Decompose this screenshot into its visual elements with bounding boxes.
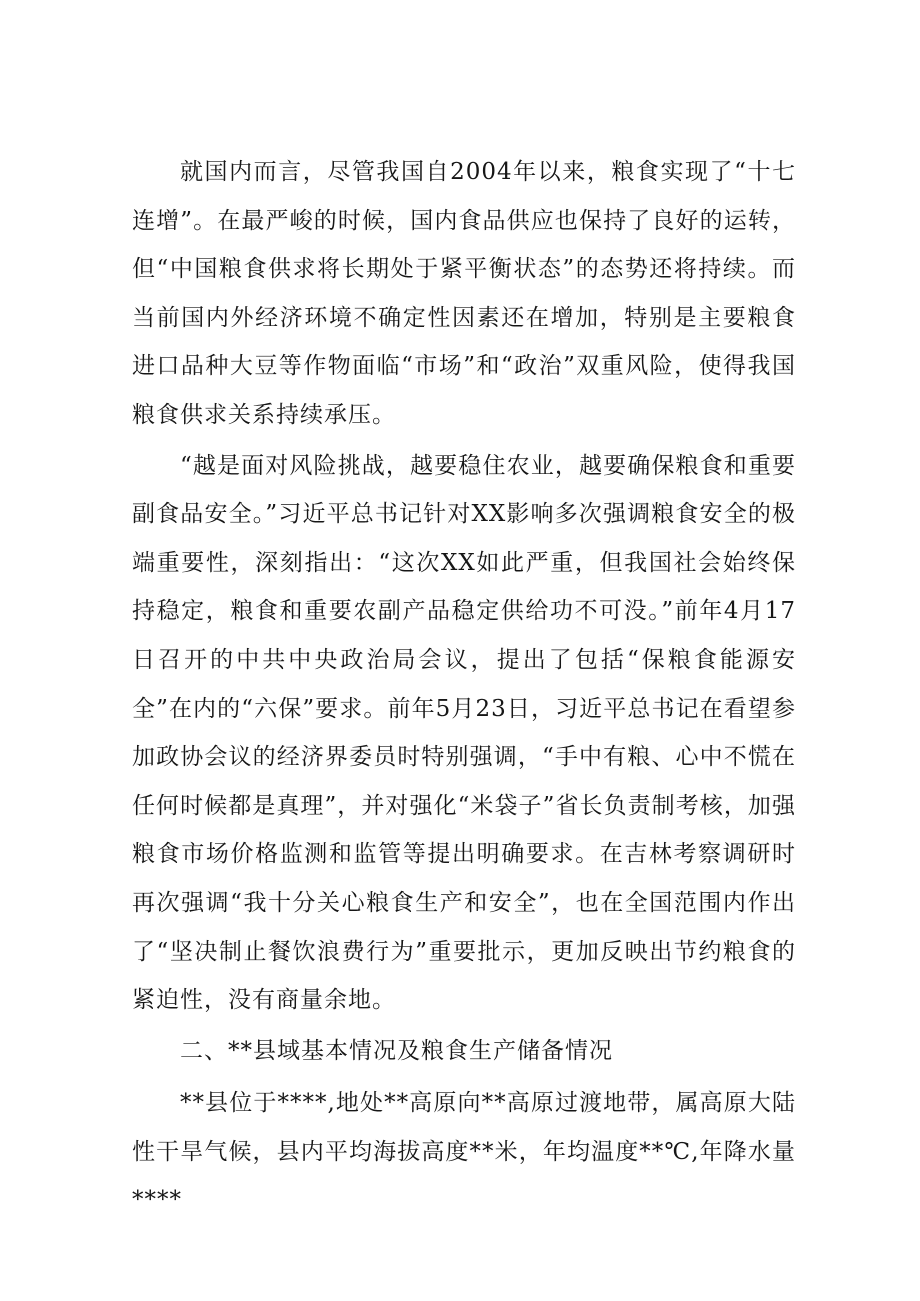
section-heading-county-overview: 二、**县域基本情况及粮食生产储备情况: [180, 1037, 613, 1064]
paragraph-food-security-remarks: “越是面对风险挑战，越要稳住农业，越要确保粮食和重要副食品安全。”习近平总书记针对XX影响多次强调粮食安全的极端重要性，深刻指出：“这次XX如此严重，但我国社会始终保持稳定，粮食和重要农副产品稳定供给功不可没。”前年4月17日召开的中共中央政治局会议，提出了包括“保粮食能源安全”在内的“六保”要求。前年5月23日，习近平总书记在看望参加政协会议的经济界委员时特别强调，“手中有粮、心中不慌在任何时候都是真理”，并对强化“米袋子”省长负责制考核，加强粮食市场价格监测和监管等提出明确要求。在吉林考察调研时再次强调“我十分关心粮食生产和安全”，也在全国范围内作出了“坚决制止餐饮浪费行为”重要批示，更加反映出节约粮食的紧迫性，没有商量余地。: [132, 452, 796, 1014]
paragraph-domestic-food-situation: 就国内而言，尽管我国自2004年以来，粮食实现了“十七连增”。在最严峻的时候，国内食品供应也保持了良好的运转，但“中国粮食供求将长期处于紧平衡状态”的态势还将持续。而当前国内外经济环境不确定性因素还在增加，特别是主要粮食进口品种大豆等作物面临“市场”和“政治”双重风险，使得我国粮食供求关系持续承压。: [132, 159, 796, 428]
paragraph-county-geography: **县位于****,地处**高原向**高原过渡地带，属高原大陆性干旱气候，县内平均海拔高度**米，年均温度**℃,年降水量****: [132, 1090, 796, 1214]
document-body: [132, 148, 796, 1225]
